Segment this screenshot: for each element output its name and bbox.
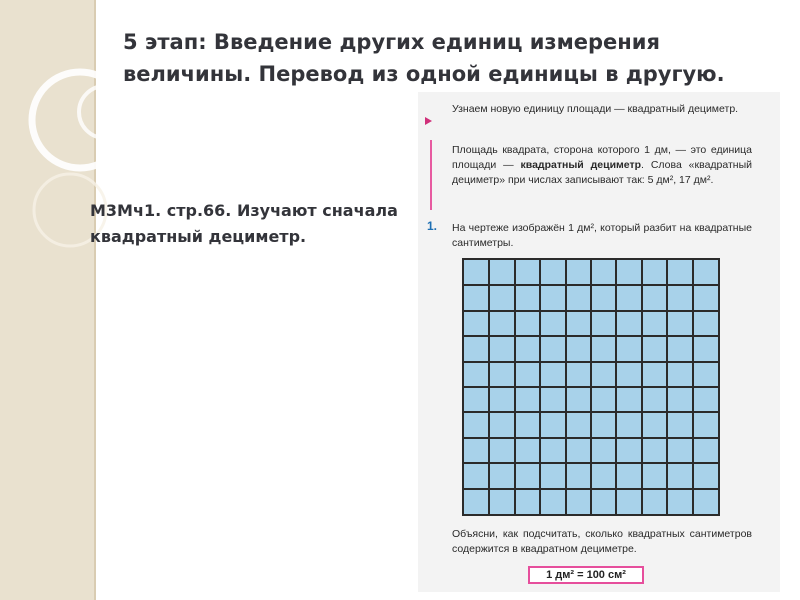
grid-line-horizontal bbox=[464, 437, 718, 439]
definition-part1: Площадь квадрата, сторона которого 1 дм, — это единица площади — bbox=[452, 144, 752, 171]
grid-line-horizontal bbox=[464, 411, 718, 413]
grid-line-vertical bbox=[692, 260, 694, 514]
slide-title: 5 этап: Введение других единиц измерения величины. Перевод из одной единицы в другую. bbox=[123, 30, 725, 86]
explain-text: Объясни, как подсчитать, сколько квадратных сантиметров содержится в квадратном дециметре. bbox=[452, 528, 752, 555]
pink-arrow-icon bbox=[425, 117, 432, 125]
intro-text: Узнаем новую единицу площади — квадратный дециметр. bbox=[452, 103, 739, 115]
grid-line-horizontal bbox=[464, 462, 718, 464]
grid-line-vertical bbox=[666, 260, 668, 514]
grid-line-vertical bbox=[641, 260, 643, 514]
definition-marker bbox=[430, 140, 432, 210]
grid-line-horizontal bbox=[464, 488, 718, 490]
slide-body-text: М3Мч1. стр.66. Изучают сначала квадратный дециметр. bbox=[90, 201, 398, 246]
square-decimeter-grid bbox=[462, 258, 720, 516]
task-number: 1. bbox=[427, 219, 438, 233]
grid-line-vertical bbox=[615, 260, 617, 514]
definition-term: квадратный дециметр bbox=[520, 159, 642, 171]
grid-line-horizontal bbox=[464, 386, 718, 388]
task-text: На чертеже изображён 1 дм², который разбит на квадратные сантиметры. bbox=[452, 222, 752, 249]
formula-box: 1 дм² = 100 см² bbox=[528, 566, 644, 584]
definition-part2: . Слова «квадратный дециметр» при числах записывают так: 5 дм², 17 дм². bbox=[452, 159, 752, 186]
definition-text bbox=[452, 143, 752, 188]
